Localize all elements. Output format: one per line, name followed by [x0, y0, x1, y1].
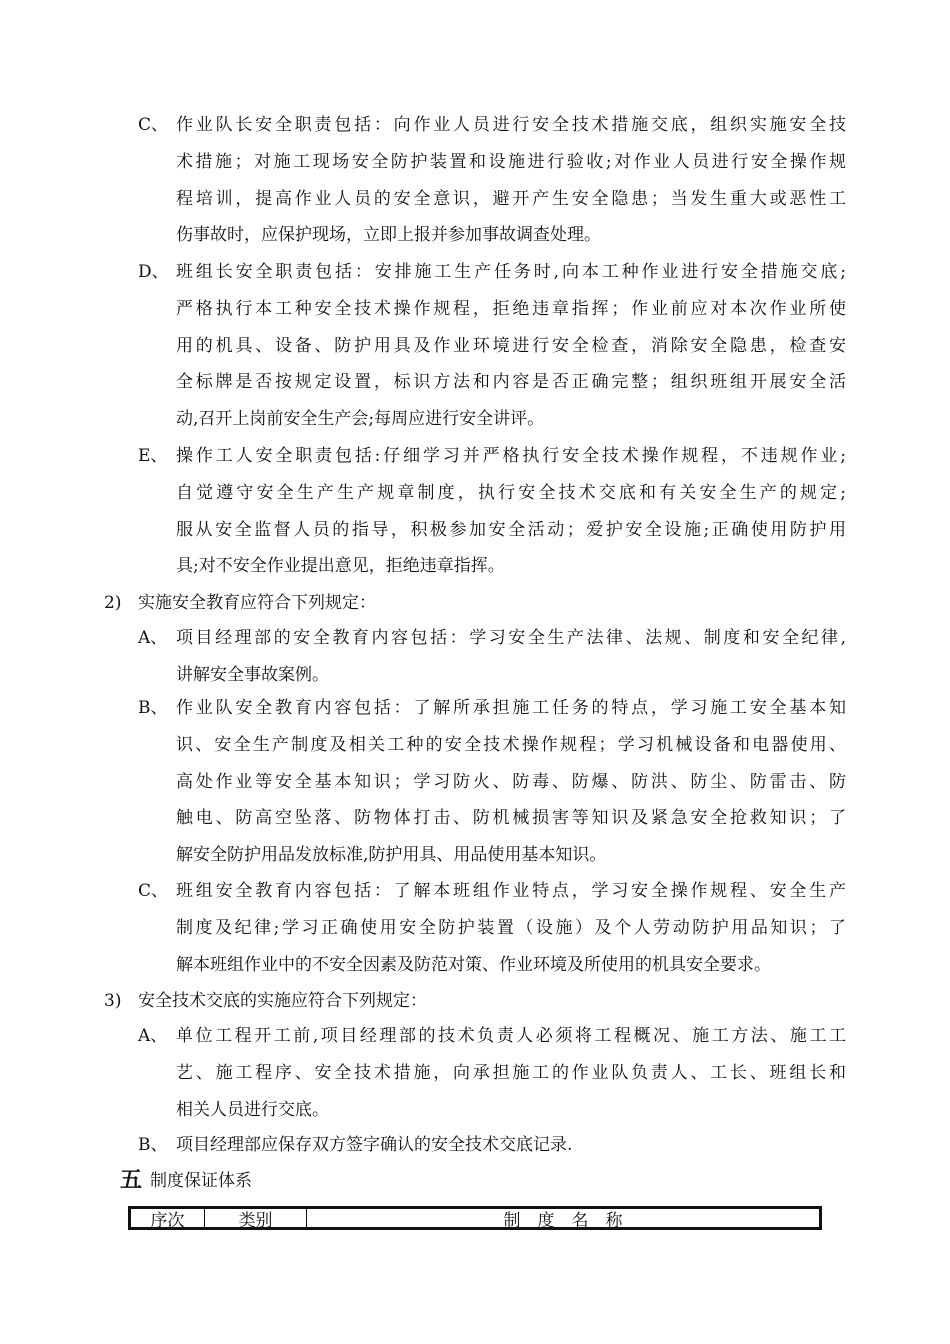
item-marker: 2) — [104, 593, 122, 613]
paragraph-line: 程培训，提高作业人员的安全意识，避开产生安全隐患；当发生重大或恶性工 — [176, 188, 846, 209]
paragraph-line: 单位工程开工前,项目经理部的技术负责人必须将工程概况、施工方法、施工工 — [176, 1026, 846, 1046]
paragraph-line: 解安全防护用品发放标准,防护用具、用品使用基本知识。 — [176, 845, 607, 866]
paragraph-line: 用的机具、设备、防护用具及作业环境进行安全检查，消除安全隐患，检查安 — [176, 335, 846, 356]
item-marker: A、 — [138, 1026, 168, 1046]
item-marker: E、 — [138, 446, 168, 466]
section-title: 制度保证体系 — [150, 1171, 252, 1191]
item-marker: A、 — [138, 628, 168, 648]
paragraph-line: 高处作业等安全基本知识；学习防火、防毒、防爆、防洪、防尘、防雷击、防 — [176, 771, 846, 792]
paragraph-line: 解本班组作业中的不安全因素及防范对策、作业环境及所使用的机具安全要求。 — [176, 954, 771, 975]
item-marker: 3) — [104, 991, 122, 1011]
paragraph-line: 伤事故时，应保护现场，立即上报并参加事故调查处理。 — [176, 225, 601, 246]
paragraph-line: 班组长安全职责包括：安排施工生产任务时,向本工种作业进行安全措施交底; — [176, 262, 846, 282]
paragraph-line: 艺、施工程序、安全技术措施，向承担施工的作业队负责人、工长、班组长和 — [176, 1062, 846, 1083]
paragraph-line: 作业队安全教育内容包括：了解所承担施工任务的特点，学习施工安全基本知 — [176, 698, 846, 718]
paragraph-line: 项目经理部的安全教育内容包括：学习安全生产法律、法规、制度和安全纪律, — [176, 628, 846, 648]
item-marker: D、 — [138, 262, 169, 282]
table-header-category: 类别 — [205, 1209, 307, 1227]
section-number: 五 — [120, 1168, 143, 1193]
paragraph-line: 服从安全监督人员的指导，积极参加安全活动；爱护安全设施;正确使用防护用 — [176, 519, 846, 540]
item-marker: B、 — [138, 1135, 168, 1155]
paragraph-line: 讲解安全事故案例。 — [176, 664, 329, 685]
paragraph-line: 自觉遵守安全生产生产规章制度，执行安全技术交底和有关安全生产的规定; — [176, 482, 846, 503]
paragraph-line: 触电、防高空坠落、防物体打击、防机械损害等知识及紧急安全抢救知识；了 — [176, 808, 846, 829]
paragraph-line: 严格执行本工种安全技术操作规程，拒绝违章指挥；作业前应对本次作业所使 — [176, 298, 846, 319]
table-header-name: 制 度 名 称 — [503, 1210, 623, 1231]
paragraph-line: 安全技术交底的实施应符合下列规定： — [138, 991, 427, 1011]
paragraph-line: 术措施；对施工现场安全防护装置和设施进行验收;对作业人员进行安全操作规 — [176, 151, 846, 172]
item-marker: B、 — [138, 698, 168, 718]
item-marker: C、 — [138, 881, 169, 901]
paragraph-line: 全标牌是否按规定设置，标识方法和内容是否正确完整；组织班组开展安全活 — [176, 372, 846, 393]
paragraph-line: 具;对不安全作业提出意见，拒绝违章指挥。 — [176, 556, 505, 577]
paragraph-line: 制度及纪律;学习正确使用安全防护装置（设施）及个人劳动防护用品知识；了 — [176, 917, 846, 938]
paragraph-line: 动,召开上岗前安全生产会;每周应进行安全讲评。 — [176, 409, 545, 430]
paragraph-line: 相关人员进行交底。 — [176, 1099, 329, 1120]
paragraph-line: 项目经理部应保存双方签字确认的安全技术交底记录. — [176, 1135, 573, 1155]
paragraph-line: 识、安全生产制度及相关工种的安全技术操作规程；学习机械设备和电器使用、 — [176, 734, 846, 755]
paragraph-line: 实施安全教育应符合下列规定： — [138, 593, 376, 613]
table-header-seq: 序次 — [131, 1209, 205, 1227]
regulation-table-header — [128, 1206, 822, 1230]
paragraph-line: 班组安全教育内容包括：了解本班组作业特点，学习安全操作规程、安全生产 — [176, 881, 846, 901]
paragraph-line: 作业队长安全职责包括：向作业人员进行安全技术措施交底，组织实施安全技 — [176, 115, 846, 135]
paragraph-line: 操作工人安全职责包括:仔细学习并严格执行安全技术操作规程，不违规作业; — [176, 446, 846, 466]
item-marker: C、 — [138, 115, 169, 135]
